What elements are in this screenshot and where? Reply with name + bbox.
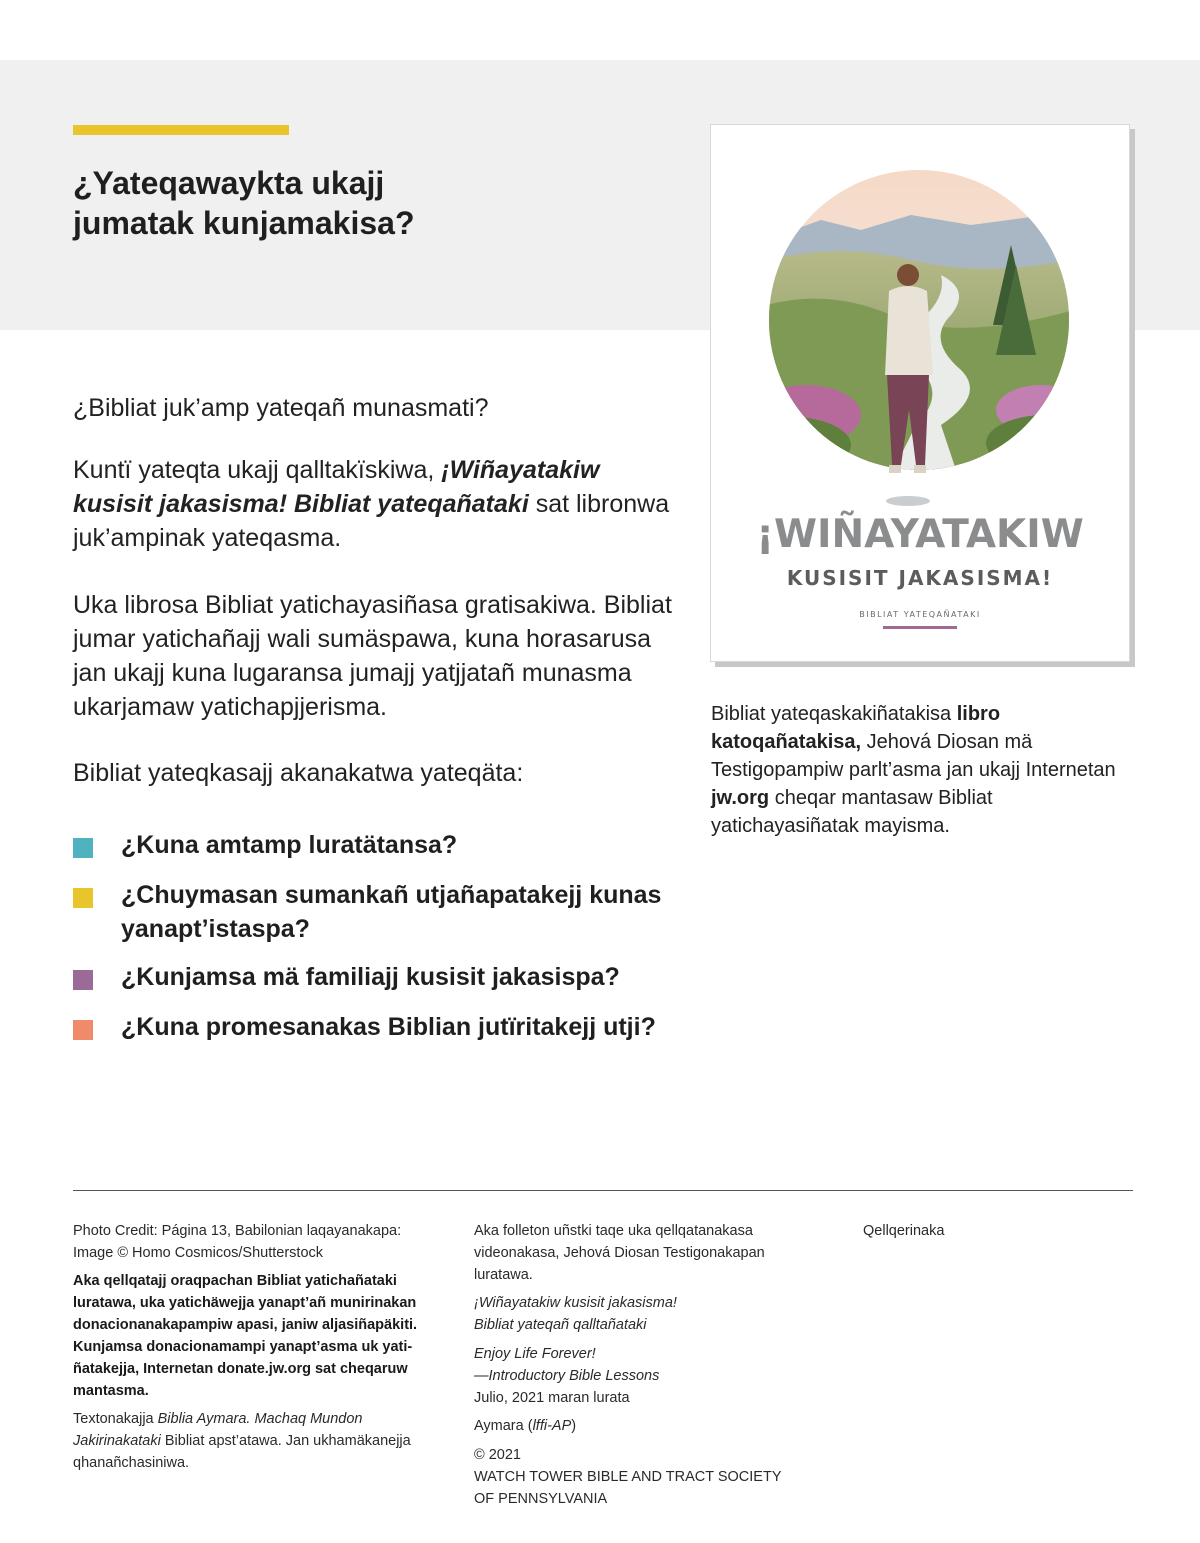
intro-paragraph-book-pre: Kuntï yateqta ukajj qalltakïskiwa,: [73, 456, 442, 484]
accent-bar: [73, 125, 289, 135]
book-title-line-2: Bibliat yateqañ qalltañataki: [474, 1317, 647, 1333]
question-item: [73, 1010, 673, 1044]
language-name: Aymara (: [474, 1418, 533, 1434]
footer-divider: [73, 1190, 1133, 1191]
book-title-line-1: ¡Wiñayatakiw kusisit jakasisma!: [474, 1295, 677, 1311]
question-text: ¿Chuymasan sumankañ utjañapatakejj kunas yanapt’istaspa?: [121, 881, 662, 943]
cover-caption: [711, 700, 1131, 840]
intro-paragraph-free: Uka librosa Bibliat yatichayasiñasa gratisakiwa. Bibliat jumar yatichañajj wali sumäspawa, kuna horasarusa jan ukajj kuna lugaransa jumajj yatjjatañ munasma ukarjamaw yatichapjjerisma.: [73, 591, 672, 721]
donation-line: donacionanakapampiw apasi, janiw aljasiñapäkiti.: [73, 1317, 418, 1333]
caption-mid: Jehová Diosan mä Testigopampiw parlt’asma jan ukajj Internetan: [711, 731, 1116, 781]
donation-note: [73, 1270, 453, 1402]
donation-line: ñatakejja, Internetan donate.jw.org sat cheqaruw: [73, 1361, 408, 1377]
page-title-line-2: jumatak kunjamakisa?: [73, 205, 415, 241]
caption-pre: Bibliat yateqaskakiñatakisa: [711, 703, 957, 725]
cover-title-sub: KUSISIT JAKASISMA!: [786, 566, 1054, 590]
copyright-block: [474, 1444, 814, 1510]
donation-line: Kunjamsa donacionamampi yanapt’asma uk yati-: [73, 1339, 413, 1355]
page-title-line-1: ¿Yateqawaykta ukajj: [73, 165, 385, 201]
question-text: ¿Kunjamsa mä familiajj kusisit jakasispa?: [121, 963, 620, 991]
donation-line: Aka qellqatajj oraqpachan Bibliat yatichañataki: [73, 1273, 397, 1289]
question-list: [73, 828, 673, 1044]
book-cover-art: [711, 125, 1129, 661]
media-note: Aka folleton uñstki taqe uka qellqatanakasa videonakasa, Jehová Diosan Testigonakapan luratawa.: [474, 1223, 765, 1283]
book-title-block: [474, 1292, 814, 1336]
page-title: [73, 163, 593, 243]
language-code-close: ): [571, 1418, 577, 1434]
book-title-emphasis: ¡Wiñayatakiw kusisit jakasisma! Bibliat yateqañataki: [73, 456, 600, 518]
language-code-value: lffi-AP: [532, 1418, 572, 1434]
intro-paragraph-book-post: sat libronwa juk’ampinak yateqasma.: [73, 490, 670, 552]
donation-line: luratawa, uka yatichäwejja yanapt’añ munirinakan: [73, 1295, 417, 1311]
caption-website: jw.org: [711, 787, 770, 809]
cover-title-main: ¡WIÑAYATAKIW: [756, 512, 1084, 557]
caption-post: cheqar mantasaw Bibliat yatichayasiñatak mayisma.: [711, 787, 993, 837]
language-code: [474, 1415, 814, 1437]
photo-credit: [73, 1220, 453, 1264]
copyright-year: © 2021: [474, 1447, 521, 1463]
translation-post: Bibliat apst’atawa. Jan ukhamäkanejja qhanañchasiniwa.: [73, 1433, 411, 1471]
translation-title: Biblia Aymara. Machaq Mundon Jakirinakataki: [73, 1411, 363, 1449]
photo-credit-line-2: Image © Homo Cosmicos/Shutterstock: [73, 1245, 324, 1261]
caption-bold-book: libro katoqañatakisa,: [711, 703, 1001, 753]
english-title-line-1: Enjoy Life Forever!: [474, 1346, 596, 1362]
translation-pre: Textonakajja: [73, 1411, 158, 1427]
walking-man-figure: [885, 264, 933, 506]
intro-paragraph-book: [73, 453, 673, 555]
publication-date: Julio, 2021 maran lurata: [474, 1390, 630, 1406]
photo-credit-line-1: Photo Credit: Página 13, Babilonian laqayanakapa:: [73, 1223, 402, 1239]
cover-subtitle: BIBLIAT YATEQAÑATAKI: [859, 610, 981, 619]
bullet-square-icon: [73, 838, 93, 858]
english-title-block: [474, 1343, 814, 1409]
question-item: [73, 960, 673, 994]
bible-translation-note: [73, 1408, 418, 1474]
question-item: [73, 878, 673, 946]
intro-question: ¿Bibliat juk’amp yateqañ munasmati?: [73, 394, 489, 422]
english-title-line-2: —Introductory Bible Lessons: [474, 1368, 660, 1384]
publisher-line-2: OF PENNSYLVANIA: [474, 1491, 608, 1507]
bullet-square-icon: [73, 1020, 93, 1040]
bullet-square-icon: [73, 888, 93, 908]
question-text: ¿Kuna promesanakas Biblian jutïritakejj utji?: [121, 1013, 656, 1041]
donation-line: mantasma.: [73, 1383, 149, 1399]
book-cover: [710, 124, 1130, 662]
intro-paragraph-learn: Bibliat yateqkasajj akanakatwa yateqäta:: [73, 759, 524, 787]
question-item: [73, 828, 673, 862]
question-text: ¿Kuna amtamp luratätansa?: [121, 831, 458, 859]
bullet-square-icon: [73, 970, 93, 990]
cover-accent-line: [883, 626, 957, 629]
publisher-line-1: WATCH TOWER BIBLE AND TRACT SOCIETY: [474, 1469, 782, 1485]
publishers-label: Qellqerinaka: [863, 1223, 945, 1239]
